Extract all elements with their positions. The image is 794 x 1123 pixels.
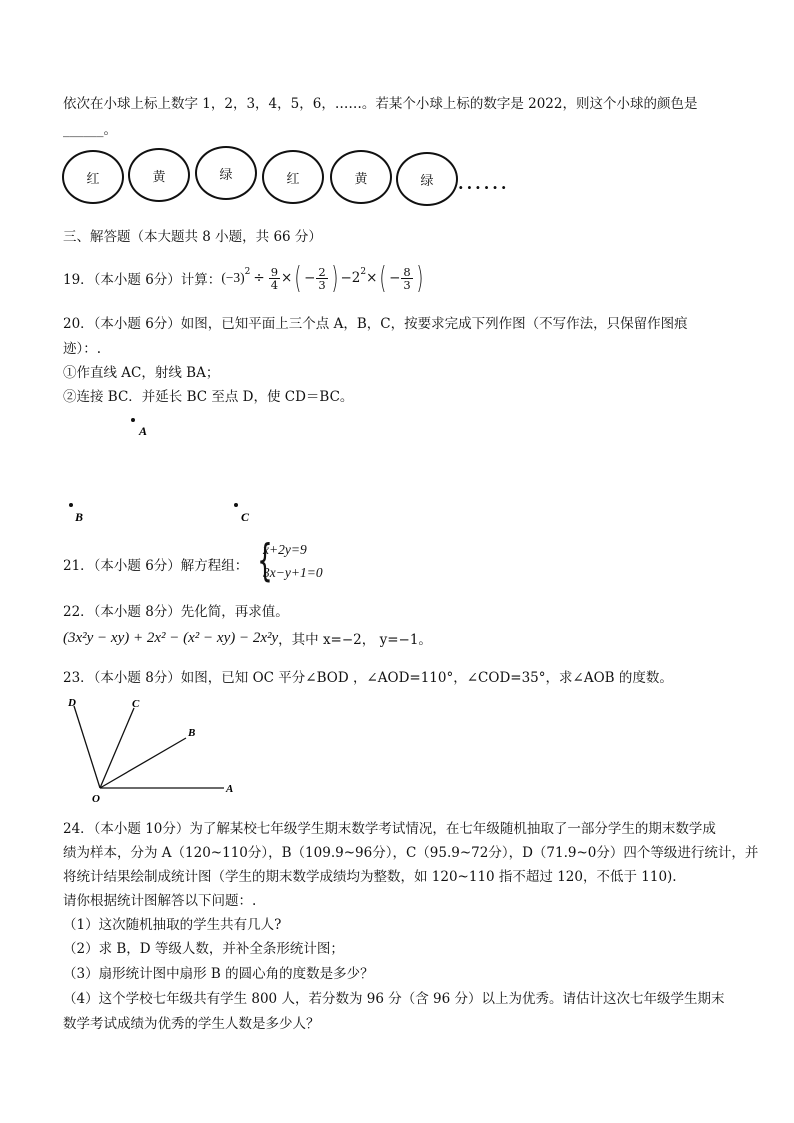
q21-eq2: 3x−y+1=0 [263, 565, 323, 580]
q22-line1: 22．（本小题 8分）先化简，再求值。 [63, 604, 289, 620]
q19-frac1-num: 9 [270, 264, 279, 279]
q19-frac1-den: 4 [270, 277, 279, 292]
q18-text-line1: 依次在小球上标上数字 1，2，3，4，5，6，……。若某个小球上标的数字是 2022，则这个小球的颜色是 [63, 96, 698, 112]
q23-text: 23．（本小题 8分）如图，已知 OC 平分∠BOD ，∠AOD=110°，∠COD=35°，求∠AOB 的度数。 [63, 670, 673, 686]
label-b: B [188, 727, 196, 739]
q19-prefix: 19．（本小题 6分）计算： [63, 272, 222, 288]
q19-frac3 [401, 266, 412, 291]
q19-paren-close-1: ) [331, 260, 339, 296]
point-b-label: B [75, 510, 84, 524]
ball-5: 黄 [330, 150, 392, 204]
q19-part1-exp: 2 [244, 267, 251, 277]
q19-paren-close-2: ) [416, 260, 424, 296]
q24-line2: 绩为样本，分为 A（120~110分），B（109.9~96分），C（95.9~72分），D（71.9~0分）四个等级进行统计，并 [63, 845, 759, 861]
q21-brace: { [257, 535, 273, 586]
q22-expression-line [63, 628, 432, 648]
ray-ob [100, 738, 186, 788]
ray-od [74, 706, 100, 788]
q24-sub3: （3）扇形统计图中扇形 B 的圆心角的度数是多少？ [63, 966, 374, 982]
label-o: O [92, 793, 100, 805]
q19-paren-open-1: ( [294, 260, 302, 296]
label-a: A [226, 783, 234, 795]
q20-item1: ①作直线 AC，射线 BA； [63, 365, 220, 381]
q19-frac2-num: 2 [318, 264, 326, 279]
ball-4: 红 [262, 150, 324, 204]
q20-line2: 迹）：. [63, 341, 102, 357]
ball-2: 黄 [128, 148, 190, 202]
q19-exp2: 2 [360, 267, 367, 277]
q19-times2: × [366, 270, 378, 286]
q19-frac2-den: 3 [318, 277, 326, 292]
q18-answer-blank: ______。 [63, 122, 117, 138]
q19-div: ÷ [253, 270, 265, 286]
point-a-dot [131, 418, 135, 422]
q19-frac3-den: 3 [403, 277, 411, 292]
q21-eq1: x+2y=9 [263, 542, 307, 557]
point-b-dot [69, 503, 73, 507]
q19-minus2: −2 [340, 270, 361, 286]
ball-3: 绿 [195, 146, 257, 200]
q19-part1: (−3) [221, 270, 245, 285]
q20-item2: ②连接 BC．并延长 BC 至点 D，使 CD＝BC。 [63, 389, 354, 405]
q19-times1: × [281, 270, 293, 286]
q20-line1: 20．（本小题 6分）如图，已知平面上三个点 A，B，C，按要求完成下列作图（不写作法，只保留作图痕 [63, 316, 688, 332]
q22-expression: (3x²y − xy) + 2x² − (x² − xy) − 2x²y [63, 629, 279, 646]
q23-angle-figure [60, 692, 250, 806]
point-a-label: A [139, 424, 148, 438]
q24-sub4-line1: （4）这个学校七年级共有学生 800 人，若分数为 96 分（含 96 分）以上为优秀。请估计这次七年级学生期末 [63, 991, 725, 1007]
ball-6: 绿 [396, 152, 458, 206]
q19-line: 19．（本小题 6分）计算： (−3) $^2$ ÷ $\frac{9}{4}$ × ( − $\frac{2}{3}$ ) −2 $^2$ × ( − $\frac{8}{3}$ ) [63, 260, 424, 296]
point-c-dot [234, 503, 238, 507]
q19-paren-open-2: ( [379, 260, 387, 296]
point-c-label: C [241, 510, 250, 524]
section-title: 三、解答题（本大题共 8 小题，共 66 分） [63, 229, 322, 245]
ray-oc [100, 708, 134, 788]
q21-prefix: 21．（本小题 6分）解方程组： [63, 558, 249, 574]
q19-frac1 [269, 266, 280, 291]
q24-line4: 请你根据统计图解答以下问题：. [63, 893, 257, 909]
label-c: C [132, 698, 140, 710]
label-d: D [68, 697, 76, 709]
q24-sub1: （1）这次随机抽取的学生共有几人? [63, 917, 282, 933]
ball-1: 红 [62, 150, 124, 204]
q22-condition: ，其中 x=−2， y=−1。 [278, 632, 432, 648]
ball-ellipsis: ...... [458, 174, 510, 193]
q24-line3: 将统计结果绘制成统计图（学生的期末数学成绩均为整数，如 120~110 指不超过 120，不低于 110). [63, 869, 677, 885]
q24-sub2: （2）求 B，D 等级人数，并补全条形统计图； [63, 941, 344, 957]
q19-frac3-num: 8 [403, 264, 411, 279]
q20-points-figure [60, 412, 280, 528]
q24-line1: 24．（本小题 10分）为了解某校七年级学生期末数学考试情况，在七年级随机抽取了一部分学生的期末数学成 [63, 821, 716, 837]
q19-frac2 [316, 266, 327, 291]
q24-sub4-line2: 数学考试成绩为优秀的学生人数是多少人？ [63, 1016, 320, 1032]
